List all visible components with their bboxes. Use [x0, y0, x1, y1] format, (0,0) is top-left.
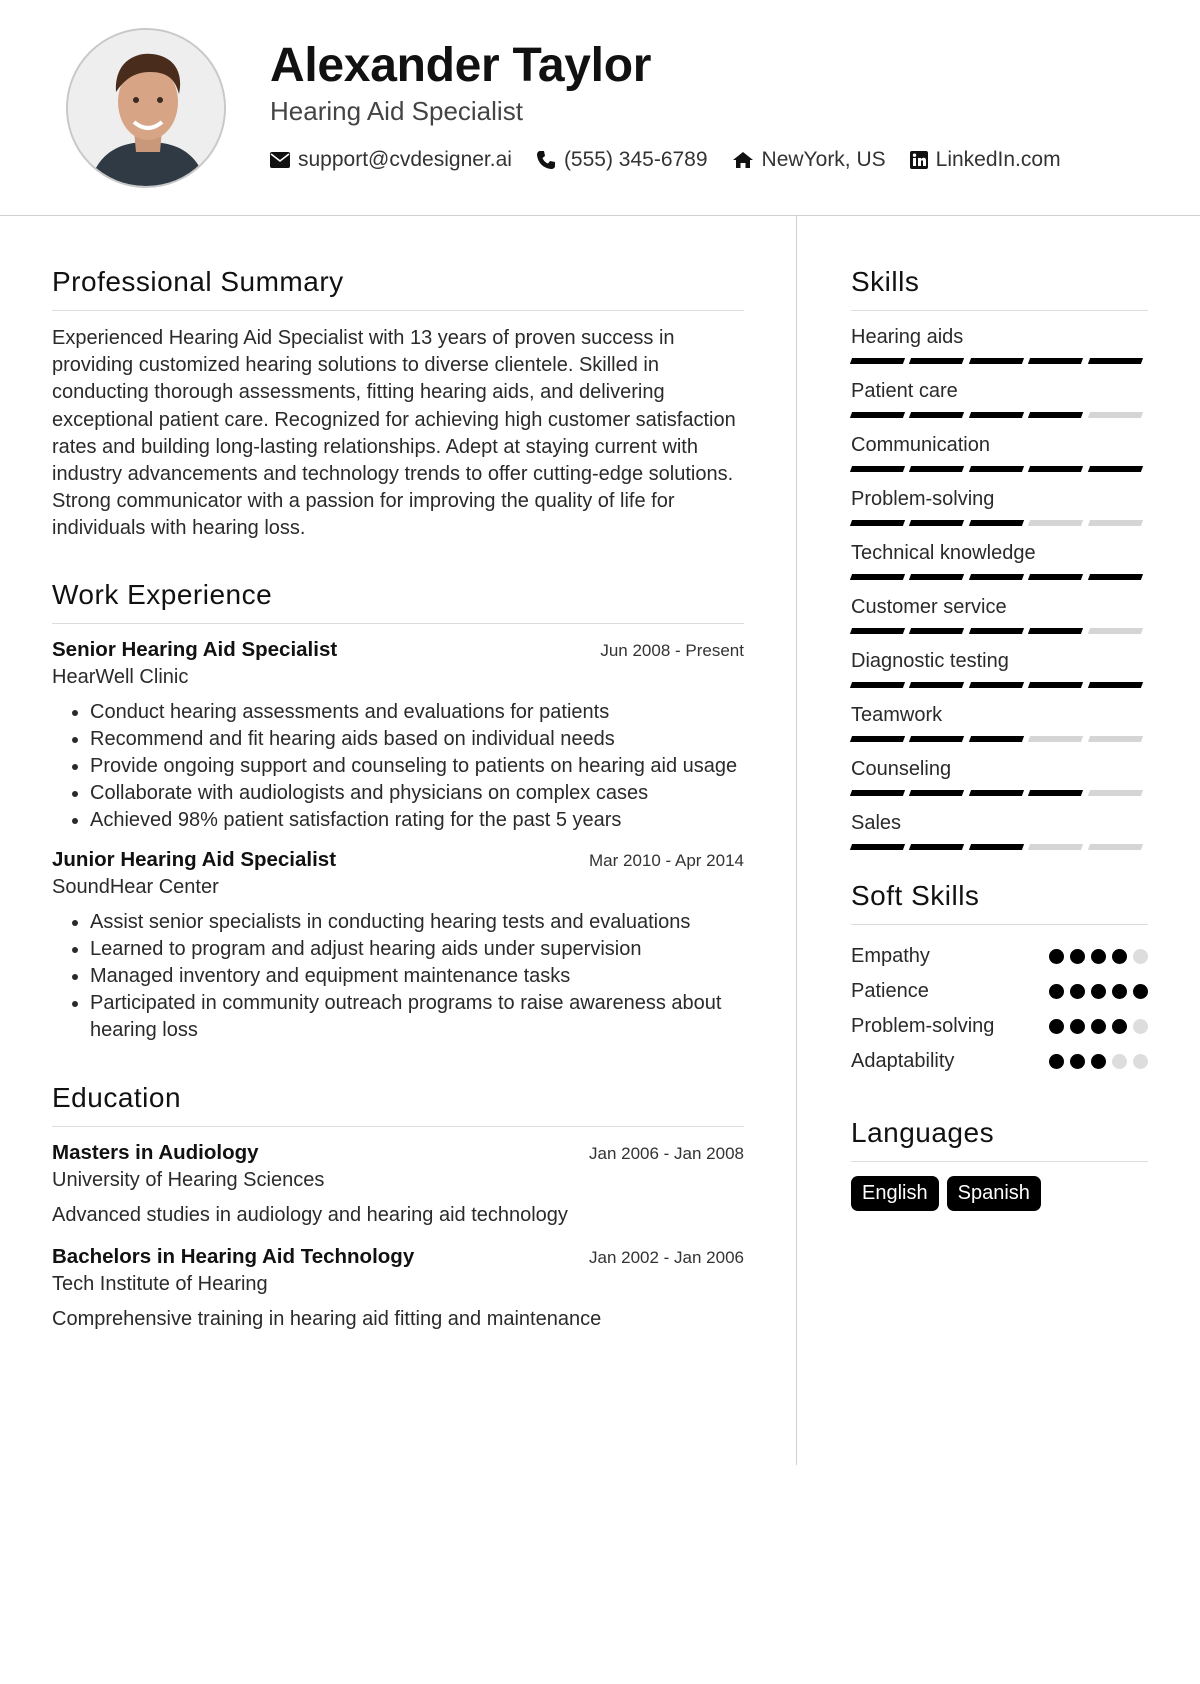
skill-level-bar — [851, 682, 1148, 688]
language-tag: Spanish — [947, 1176, 1041, 1211]
summary-heading: Professional Summary — [52, 266, 744, 311]
home-icon — [732, 151, 754, 169]
skill-name: Teamwork — [851, 704, 943, 726]
soft-skill-rating — [1043, 984, 1148, 999]
job-company: SoundHear Center — [52, 875, 219, 898]
linkedin-icon — [910, 151, 928, 169]
skill-level-bar — [851, 574, 1148, 580]
skill-name: Communication — [851, 434, 990, 456]
soft-skill-name: Empathy — [851, 945, 930, 967]
skill-name: Hearing aids — [851, 326, 964, 348]
rating-dot — [1112, 1019, 1127, 1034]
skill-level-segment — [969, 412, 1025, 418]
skill-level-segment — [1088, 358, 1144, 364]
contact-linkedin[interactable] — [910, 148, 1061, 172]
languages-list — [851, 1176, 1148, 1211]
sidebar-column — [851, 266, 1148, 1211]
job-bullet: • Learned to program and adjust hearing aids under supervision — [90, 936, 744, 963]
skills-list — [851, 325, 1148, 850]
skill-level-segment — [969, 628, 1025, 634]
skill-item — [851, 649, 1148, 688]
soft-skill-item — [851, 1044, 1148, 1079]
skill-item — [851, 487, 1148, 526]
skill-level-bar — [851, 790, 1148, 796]
skill-level-segment — [969, 844, 1025, 850]
education-date: Jan 2002 - Jan 2006 — [588, 1247, 744, 1267]
skill-level-segment — [1088, 574, 1144, 580]
skill-level-bar — [851, 466, 1148, 472]
soft-skill-rating — [1043, 949, 1148, 964]
skill-item — [851, 757, 1148, 796]
skill-level-segment — [969, 736, 1025, 742]
candidate-name: Alexander Taylor — [270, 39, 652, 92]
rating-dot — [1133, 949, 1148, 964]
job-bullet: • Managed inventory and equipment maintenance tasks — [90, 963, 744, 990]
education-heading: Education — [52, 1082, 744, 1127]
soft-skill-name: Problem-solving — [851, 1015, 995, 1037]
skill-item — [851, 811, 1148, 850]
main-column — [52, 266, 744, 1331]
skill-level-segment — [909, 574, 965, 580]
skill-level-segment — [1088, 790, 1144, 796]
skill-level-segment — [1088, 466, 1144, 472]
skill-level-bar — [851, 844, 1148, 850]
contact-email[interactable] — [270, 148, 512, 172]
skill-level-segment — [850, 736, 906, 742]
skill-level-segment — [909, 466, 965, 472]
skill-name: Sales — [851, 812, 902, 834]
contact-email-text: support@cvdesigner.ai — [298, 148, 512, 171]
soft-skill-item — [851, 974, 1148, 1009]
job-entry — [52, 638, 744, 834]
skill-level-bar — [851, 736, 1148, 742]
column-divider — [796, 216, 797, 1465]
rating-dot — [1133, 984, 1148, 999]
skill-level-segment — [850, 790, 906, 796]
skill-level-segment — [1028, 466, 1084, 472]
rating-dot — [1091, 984, 1106, 999]
job-entry — [52, 848, 744, 1044]
skill-level-segment — [1028, 574, 1084, 580]
phone-icon — [536, 150, 556, 170]
rating-dot — [1091, 1019, 1106, 1034]
rating-dot — [1049, 1019, 1064, 1034]
skill-level-segment — [1028, 412, 1084, 418]
soft-skills-heading: Soft Skills — [851, 880, 1148, 925]
skill-level-bar — [851, 628, 1148, 634]
degree-title: Masters in Audiology — [52, 1140, 259, 1164]
job-bullets — [90, 909, 744, 1044]
skill-level-segment — [1088, 628, 1144, 634]
skill-level-segment — [1088, 682, 1144, 688]
job-bullet: • Recommend and fit hearing aids based on individual needs — [90, 726, 744, 753]
skill-level-segment — [1088, 520, 1144, 526]
job-bullet: • Achieved 98% patient satisfaction rating for the past 5 years — [90, 807, 744, 834]
skill-item — [851, 595, 1148, 634]
envelope-icon — [270, 152, 290, 168]
skill-level-segment — [850, 466, 906, 472]
skill-level-segment — [909, 520, 965, 526]
job-bullet: • Conduct hearing assessments and evaluations for patients — [90, 699, 744, 726]
rating-dot — [1049, 949, 1064, 964]
skill-level-segment — [909, 358, 965, 364]
rating-dot — [1091, 1054, 1106, 1069]
skill-level-segment — [850, 682, 906, 688]
skill-level-segment — [1088, 736, 1144, 742]
soft-skill-item — [851, 939, 1148, 974]
soft-skills-list — [851, 939, 1148, 1079]
skill-level-segment — [969, 790, 1025, 796]
person-portrait-icon — [68, 30, 226, 188]
soft-skill-rating — [1043, 1019, 1148, 1034]
skill-level-segment — [1028, 358, 1084, 364]
job-company: HearWell Clinic — [52, 665, 189, 688]
language-tag: English — [851, 1176, 939, 1211]
skill-level-segment — [969, 358, 1025, 364]
skill-level-segment — [850, 628, 906, 634]
skills-heading: Skills — [851, 266, 1148, 311]
rating-dot — [1070, 949, 1085, 964]
skill-level-segment — [909, 736, 965, 742]
job-bullet: • Collaborate with audiologists and physicians on complex cases — [90, 780, 744, 807]
skill-level-segment — [850, 358, 906, 364]
skill-level-segment — [1028, 520, 1084, 526]
skill-level-bar — [851, 520, 1148, 526]
skill-name: Diagnostic testing — [851, 650, 1009, 672]
education-date: Jan 2006 - Jan 2008 — [588, 1143, 744, 1163]
experience-heading: Work Experience — [52, 579, 744, 624]
skill-item — [851, 325, 1148, 364]
languages-heading: Languages — [851, 1117, 1148, 1162]
candidate-title: Hearing Aid Specialist — [270, 96, 523, 126]
skill-level-bar — [851, 358, 1148, 364]
skill-name: Problem-solving — [851, 488, 995, 510]
skill-item — [851, 379, 1148, 418]
skill-item — [851, 541, 1148, 580]
education-entry — [52, 1141, 744, 1227]
skill-level-segment — [1028, 844, 1084, 850]
skill-level-segment — [1028, 736, 1084, 742]
skill-level-segment — [969, 466, 1025, 472]
skill-level-segment — [850, 412, 906, 418]
contact-linkedin-text: LinkedIn.com — [935, 148, 1061, 171]
job-bullet: • Participated in community outreach programs to raise awareness about hearing loss — [90, 990, 744, 1044]
rating-dot — [1112, 949, 1127, 964]
skill-level-segment — [969, 520, 1025, 526]
skill-level-segment — [1028, 790, 1084, 796]
rating-dot — [1070, 1054, 1085, 1069]
skill-level-segment — [909, 682, 965, 688]
rating-dot — [1133, 1054, 1148, 1069]
skill-level-bar — [851, 412, 1148, 418]
rating-dot — [1112, 984, 1127, 999]
skill-name: Patient care — [851, 380, 958, 402]
contact-bar — [270, 148, 1085, 172]
skill-level-segment — [969, 574, 1025, 580]
contact-phone[interactable] — [536, 148, 708, 172]
contact-location-text: NewYork, US — [761, 148, 886, 171]
job-title: Junior Hearing Aid Specialist — [52, 847, 337, 871]
skill-name: Technical knowledge — [851, 542, 1036, 564]
contact-location — [732, 148, 886, 172]
degree-title: Bachelors in Hearing Aid Technology — [52, 1244, 415, 1268]
profile-photo — [66, 28, 226, 188]
rating-dot — [1049, 984, 1064, 999]
skill-level-segment — [850, 574, 906, 580]
skill-level-segment — [909, 790, 965, 796]
soft-skill-item — [851, 1009, 1148, 1044]
rating-dot — [1133, 1019, 1148, 1034]
skill-level-segment — [850, 520, 906, 526]
skill-item — [851, 433, 1148, 472]
skill-level-segment — [1088, 844, 1144, 850]
education-description: Advanced studies in audiology and hearing aid technology — [52, 1203, 568, 1226]
skill-level-segment — [909, 844, 965, 850]
job-title: Senior Hearing Aid Specialist — [52, 637, 338, 661]
skill-level-segment — [850, 844, 906, 850]
rating-dot — [1070, 1019, 1085, 1034]
contact-phone-text: (555) 345-6789 — [563, 148, 708, 171]
school-name: Tech Institute of Hearing — [52, 1272, 268, 1295]
soft-skill-name: Adaptability — [851, 1050, 955, 1072]
job-bullet: • Assist senior specialists in conducting hearing tests and evaluations — [90, 909, 744, 936]
skill-level-segment — [909, 412, 965, 418]
school-name: University of Hearing Sciences — [52, 1168, 325, 1191]
soft-skill-name: Patience — [851, 980, 929, 1002]
job-date: Jun 2008 - Present — [600, 640, 744, 660]
skill-level-segment — [1088, 412, 1144, 418]
resume-header — [0, 0, 1200, 216]
rating-dot — [1091, 949, 1106, 964]
education-description: Comprehensive training in hearing aid fitting and maintenance — [52, 1307, 602, 1330]
skill-name: Customer service — [851, 596, 1007, 618]
skill-level-segment — [909, 628, 965, 634]
rating-dot — [1112, 1054, 1127, 1069]
job-bullet: • Provide ongoing support and counseling to patients on hearing aid usage — [90, 753, 744, 780]
skill-level-segment — [1028, 628, 1084, 634]
summary-text: Experienced Hearing Aid Specialist with 13 years of proven success in providing customized hearing solutions to diverse clientele. Skilled in conducting thorough assessments, fitting hearing aids, and delivering exceptional patient care. Recognized for achieving high customer satisfaction rates and building long-lasting relationships. Adept at staying current with industry advancements and technology trends to offer cutting-edge solutions. Strong communicator with a passion for improving the quality of life for individuals with hearing loss. — [52, 327, 736, 540]
rating-dot — [1070, 984, 1085, 999]
skill-level-segment — [969, 682, 1025, 688]
soft-skill-rating — [1043, 1054, 1148, 1069]
job-bullets — [90, 699, 744, 834]
education-entry — [52, 1245, 744, 1331]
job-date: Mar 2010 - Apr 2014 — [589, 850, 744, 870]
skill-level-segment — [1028, 682, 1084, 688]
skill-name: Counseling — [851, 758, 952, 780]
rating-dot — [1049, 1054, 1064, 1069]
skill-item — [851, 703, 1148, 742]
